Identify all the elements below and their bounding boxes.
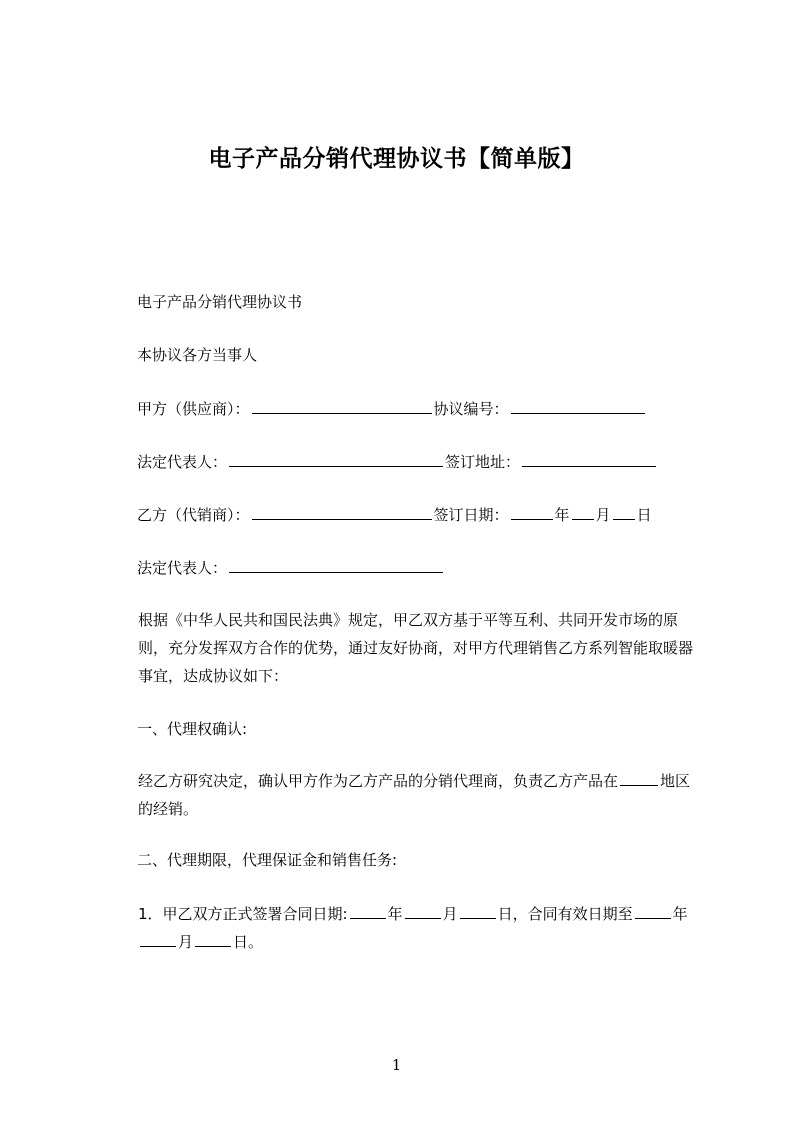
section1-title: 一、代理权确认: — [137, 720, 248, 738]
section1-body — [106, 767, 700, 823]
sign-month-blank — [572, 504, 594, 520]
legal-rep-blank-2 — [229, 557, 443, 573]
end-month-label: 月 — [178, 933, 194, 951]
item1-end: 日。 — [233, 933, 264, 951]
document-title: 电子产品分销代理协议书【简单版】 — [208, 146, 585, 172]
item1-day-blank — [460, 903, 496, 919]
party-b-label: 乙方（代销商）： — [137, 506, 250, 524]
party-a-label: 甲方（供应商）： — [137, 400, 250, 418]
legal-rep-row-2 — [137, 557, 445, 578]
section1-paragraph — [106, 767, 700, 823]
item1-month-label: 月 — [442, 905, 458, 923]
item1-day-label: 日 — [497, 905, 513, 923]
end-year-label: 年 — [672, 905, 688, 923]
day-label: 日 — [636, 506, 652, 524]
legal-rep-blank — [229, 451, 443, 467]
party-a-row — [137, 398, 647, 419]
contract-no-blank — [511, 398, 645, 414]
item1-year-blank — [350, 903, 386, 919]
end-year-blank — [635, 903, 671, 919]
item1-paragraph — [106, 900, 700, 956]
legal-rep-row — [137, 451, 658, 472]
section1-body-a: 经乙方研究决定，确认甲方作为乙方产品的分销代理商，负责乙方产品在 — [138, 772, 619, 790]
intro-paragraph — [106, 606, 700, 690]
party-b-row — [137, 504, 652, 525]
item1-a: 1．甲乙双方正式签署合同日期: — [138, 905, 348, 923]
section1-body-b: 地区的经销。 — [138, 772, 691, 818]
legal-rep-label-2: 法定代表人： — [137, 559, 228, 577]
end-month-blank — [140, 931, 176, 947]
sign-place-label: 签订地址： — [445, 453, 521, 471]
end-day-blank — [195, 931, 231, 947]
month-label: 月 — [595, 506, 611, 524]
region-blank — [620, 770, 658, 786]
sign-year-blank — [511, 504, 553, 520]
year-label: 年 — [554, 506, 570, 524]
parties-heading: 本协议各方当事人 — [137, 346, 258, 364]
contract-no-label: 协议编号： — [433, 400, 509, 418]
sign-day-blank — [613, 504, 635, 520]
party-a-blank — [252, 398, 432, 414]
item1-body — [106, 900, 700, 956]
subtitle: 电子产品分销代理协议书 — [137, 293, 303, 311]
section2-title: 二、代理期限，代理保证金和销售任务: — [137, 851, 398, 869]
intro-text: 根据《中华人民共和国民法典》规定，甲乙双方基于平等互利、共同开发市场的原则，充分发挥双方合作的优势，通过友好协商，对甲方代理销售乙方系列智能取暖器事宜，达成协议如下： — [138, 611, 694, 685]
item1-month-blank — [405, 903, 441, 919]
item1-b: ，合同有效日期至 — [512, 905, 633, 923]
sign-place-blank — [522, 451, 656, 467]
legal-rep-label: 法定代表人： — [137, 453, 228, 471]
page-number: 1 — [391, 1056, 402, 1074]
party-b-blank — [252, 504, 432, 520]
item1-year-label: 年 — [387, 905, 403, 923]
sign-date-label: 签订日期： — [433, 506, 509, 524]
